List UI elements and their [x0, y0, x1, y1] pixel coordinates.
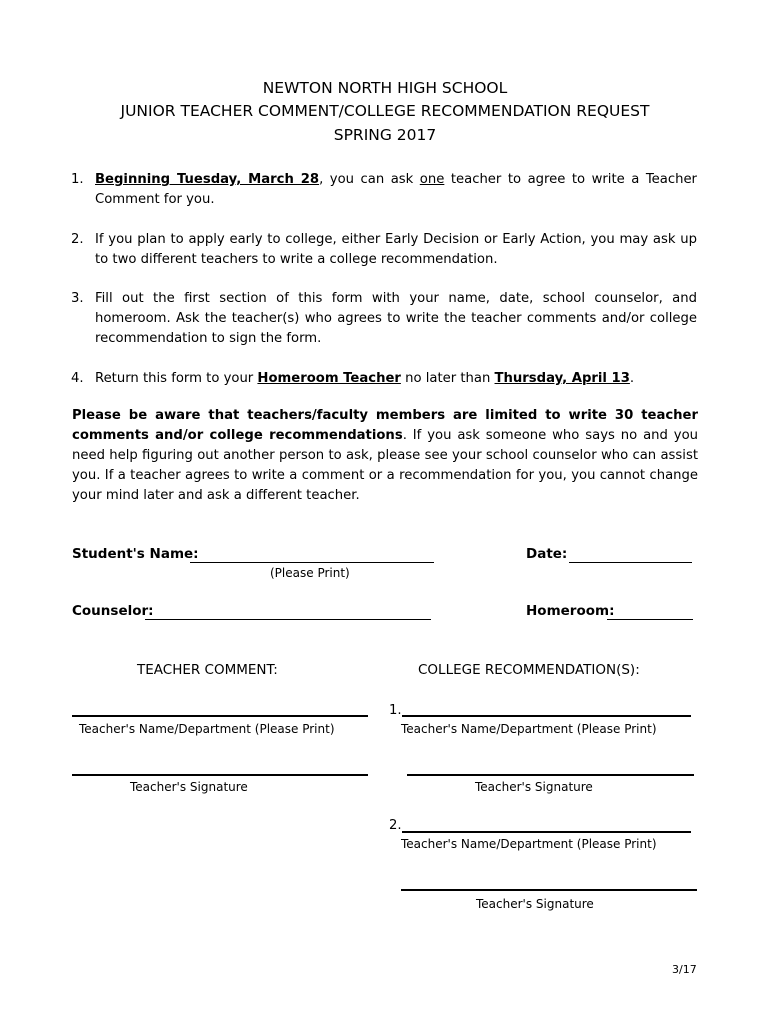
homeroom-field[interactable] — [607, 619, 693, 620]
page-number: 3/17 — [672, 963, 697, 976]
limit-notice-text: . If you ask someone who says no and you need help figuring out another person to ask, please see your school counselor who can assist you. If a teacher agrees to write a comment or a recommendation for you, you cannot change your mind later and ask a different teacher. — [72, 428, 699, 503]
form-term: SPRING 2017 — [333, 126, 437, 144]
teacher-comment-heading: TEACHER COMMENT: — [137, 662, 278, 678]
item-number: 1. — [71, 172, 84, 187]
teacher-comment-signature-field[interactable] — [72, 774, 368, 776]
instruction-text: If you plan to apply early to college, either Early Decision or Early Action, you may ask up to two different teachers to write a college recommendation. — [95, 232, 697, 267]
instruction-text-part: Return this form to your — [95, 371, 258, 386]
instruction-item-3 — [71, 289, 699, 351]
student-name-hint: (Please Print) — [270, 566, 350, 580]
college-rec-slot1-name-field[interactable] — [402, 715, 691, 717]
college-rec-slot1-number: 1. — [389, 703, 402, 718]
instruction-text: Fill out the first section of this form with your name, date, school counselor, and homeroom. Ask the teacher(s) who agrees to write the teacher comments and/or college recommendation to sign the form. — [95, 291, 697, 346]
instruction-item-1 — [71, 170, 699, 212]
instruction-text-part: . — [629, 371, 635, 386]
form-title: JUNIOR TEACHER COMMENT/COLLEGE RECOMMENDATION REQUEST — [120, 102, 650, 120]
college-rec-slot1-signature-caption: Teacher's Signature — [475, 780, 593, 794]
item-number: 4. — [71, 371, 84, 386]
college-rec-slot2-signature-field[interactable] — [401, 889, 697, 891]
teacher-comment-name-field[interactable] — [72, 715, 368, 717]
item-number: 3. — [71, 291, 84, 306]
instruction-text — [95, 170, 697, 210]
instruction-text-part: , you can ask — [319, 172, 420, 187]
college-rec-slot2-number: 2. — [389, 818, 402, 833]
college-rec-slot1-name-caption: Teacher's Name/Department (Please Print) — [401, 722, 657, 736]
teacher-comment-name-caption: Teacher's Name/Department (Please Print) — [79, 722, 335, 736]
homeroom-teacher-emphasis: Homeroom Teacher — [257, 371, 401, 386]
college-rec-slot2-signature-caption: Teacher's Signature — [476, 897, 594, 911]
school-name: NEWTON NORTH HIGH SCHOOL — [262, 79, 508, 97]
student-name-field[interactable] — [190, 562, 434, 563]
student-name-label: Student's Name: — [72, 546, 199, 562]
date-label: Date: — [526, 546, 568, 562]
limit-notice — [72, 406, 698, 506]
counselor-label: Counselor: — [72, 603, 154, 619]
instruction-text-part: no later than — [400, 371, 495, 386]
counselor-field[interactable] — [145, 619, 431, 620]
instruction-item-4 — [71, 369, 699, 391]
instruction-text-part: teacher to agree to write a Teacher Comment for you. — [95, 172, 697, 207]
college-rec-slot2-name-field[interactable] — [402, 831, 691, 833]
college-rec-slot1-signature-field[interactable] — [407, 774, 694, 776]
instruction-item-2 — [71, 230, 699, 272]
limit-notice-bold: Please be aware that teachers/faculty members are limited to write 30 teacher comments and/or college recommendations — [72, 408, 698, 443]
instruction-text — [95, 369, 697, 389]
teacher-comment-signature-caption: Teacher's Signature — [130, 780, 248, 794]
homeroom-label: Homeroom: — [526, 603, 615, 619]
deadline-date: Thursday, April 13 — [494, 371, 630, 386]
item-number: 2. — [71, 232, 84, 247]
start-date: Beginning Tuesday, March 28 — [95, 172, 320, 187]
one-emphasis: one — [419, 172, 445, 187]
college-rec-slot2-name-caption: Teacher's Name/Department (Please Print) — [401, 837, 657, 851]
date-field[interactable] — [569, 562, 692, 563]
college-rec-heading: COLLEGE RECOMMENDATION(S): — [418, 662, 640, 678]
